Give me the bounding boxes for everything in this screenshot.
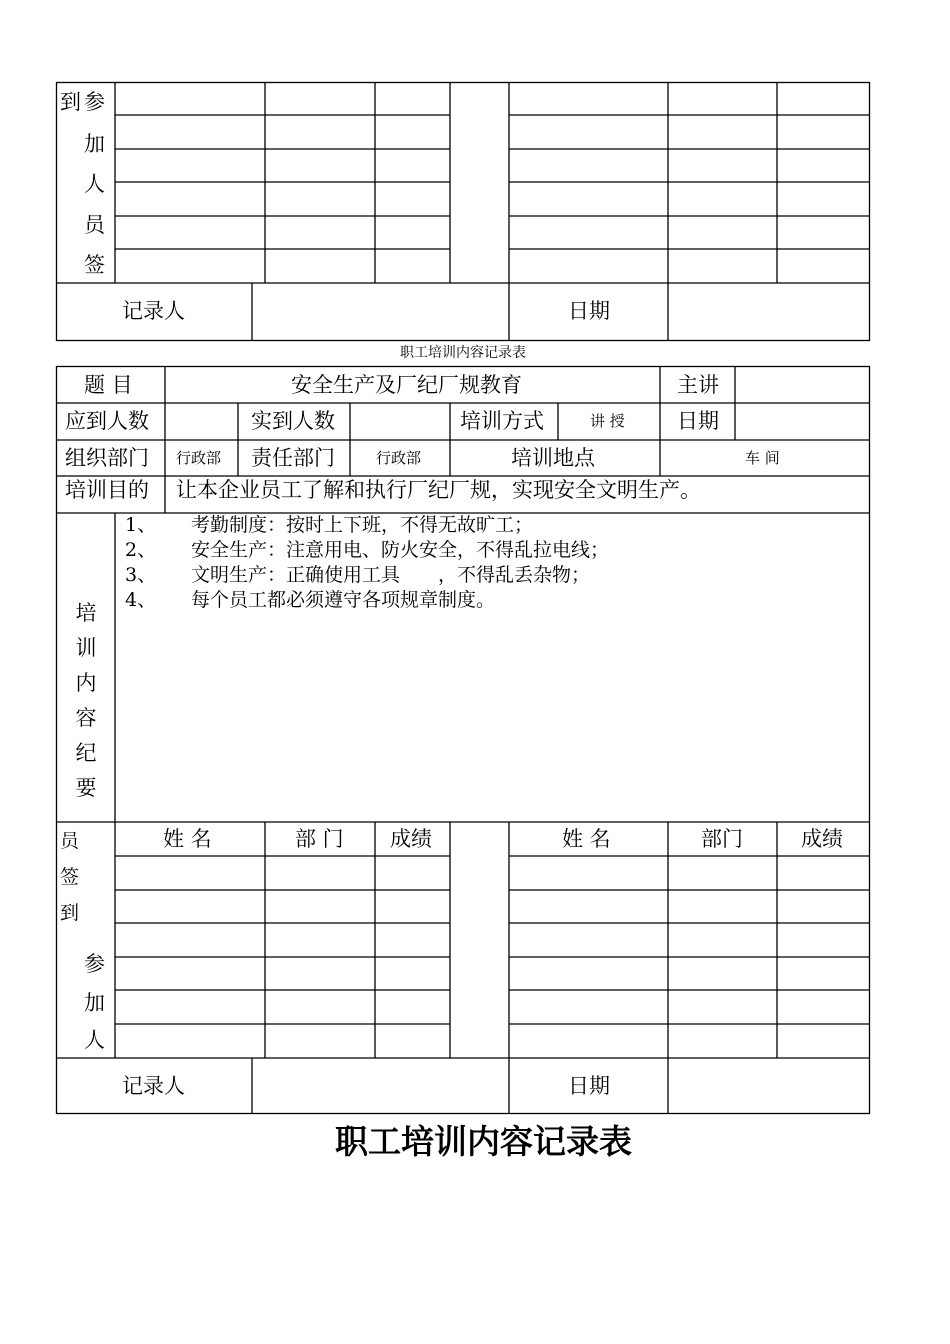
training-purpose-label: 培训目的 bbox=[65, 478, 149, 502]
side-char: 加 bbox=[84, 991, 105, 1015]
side-char: 员 bbox=[60, 830, 80, 852]
content-label-char: 容 bbox=[75, 706, 97, 730]
side-char: 员 bbox=[84, 213, 105, 237]
list-item-number: 4、 bbox=[125, 589, 157, 611]
side-char: 到 bbox=[60, 90, 81, 114]
content-label-char: 培 bbox=[75, 601, 97, 625]
expected-count-label: 应到人数 bbox=[65, 409, 149, 433]
actual-count-label: 实到人数 bbox=[251, 409, 335, 433]
side-char: 人 bbox=[84, 172, 105, 196]
signin-header-score-left: 成绩 bbox=[390, 827, 432, 851]
training-location-value[interactable]: 车 间 bbox=[745, 449, 780, 467]
training-location-label: 培训地点 bbox=[511, 446, 595, 470]
list-item-number: 2、 bbox=[125, 539, 157, 561]
organizing-dept-value[interactable]: 行政部 bbox=[176, 449, 222, 467]
content-label-char: 训 bbox=[75, 636, 97, 660]
list-item: 考勤制度：按时上下班，不得无故旷工； bbox=[191, 514, 534, 536]
responsible-dept-label: 责任部门 bbox=[251, 446, 335, 470]
side-char: 签 bbox=[84, 253, 105, 277]
list-item-number: 1、 bbox=[125, 514, 157, 536]
topic-value[interactable]: 安全生产及厂纪厂规教育 bbox=[291, 373, 522, 397]
signin-header-dept-right: 部门 bbox=[701, 827, 743, 851]
list-item: 安全生产：注意用电、防火安全，不得乱拉电线； bbox=[191, 539, 610, 561]
content-label-char: 要 bbox=[75, 776, 97, 800]
footer-date-label: 日期 bbox=[568, 1074, 610, 1098]
training-purpose-value[interactable]: 让本企业员工了解和执行厂纪厂规，实现安全文明生产。 bbox=[176, 478, 701, 502]
training-method-value[interactable]: 讲 授 bbox=[590, 412, 625, 430]
organizing-dept-label: 组织部门 bbox=[65, 446, 149, 470]
top-recorder-label: 记录人 bbox=[122, 299, 185, 323]
training-method-label: 培训方式 bbox=[460, 409, 544, 433]
topic-label: 题 目 bbox=[84, 373, 133, 397]
responsible-dept-value[interactable]: 行政部 bbox=[376, 449, 422, 467]
list-item: 每个员工都必须遵守各项规章制度。 bbox=[191, 589, 496, 611]
next-form-title: 职工培训内容记录表 bbox=[335, 1122, 632, 1161]
lecturer-label: 主讲 bbox=[677, 373, 719, 397]
form-caption: 职工培训内容记录表 bbox=[400, 345, 526, 361]
signin-header-dept-left: 部 门 bbox=[295, 827, 344, 851]
list-item: 文明生产：正确使用工具 ，不得乱丢杂物； bbox=[191, 564, 591, 586]
signin-header-name-right: 姓 名 bbox=[562, 827, 611, 851]
date-label: 日期 bbox=[677, 409, 719, 433]
top-date-label: 日期 bbox=[568, 299, 610, 323]
side-char: 到 bbox=[60, 902, 80, 924]
list-item-number: 3、 bbox=[125, 564, 157, 586]
side-char: 参 bbox=[84, 952, 105, 976]
signin-header-name-left: 姓 名 bbox=[163, 827, 212, 851]
side-char: 加 bbox=[84, 132, 105, 156]
content-label-char: 内 bbox=[75, 671, 97, 695]
recorder-label: 记录人 bbox=[122, 1074, 185, 1098]
signin-header-score-right: 成绩 bbox=[801, 827, 843, 851]
side-char: 签 bbox=[60, 866, 80, 888]
side-char: 人 bbox=[84, 1028, 105, 1052]
content-label-char: 纪 bbox=[75, 741, 97, 765]
side-char: 参 bbox=[84, 90, 105, 114]
